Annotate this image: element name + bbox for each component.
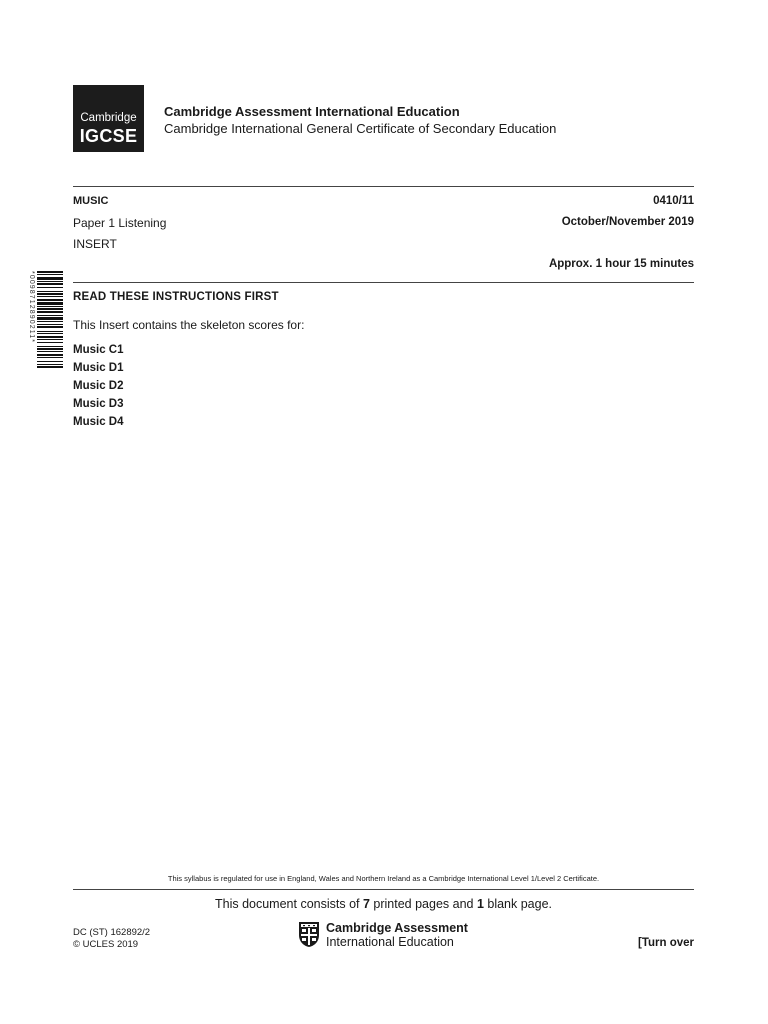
cambridge-igcse-logo (73, 85, 144, 152)
exam-duration: Approx. 1 hour 15 minutes (548, 258, 694, 270)
list-item: Music D4 (73, 416, 124, 428)
syllabus-code: 0410/11 (653, 195, 694, 207)
document-reference: DC (ST) 162892/2 (73, 927, 151, 938)
syllabus-regulation-note: This syllabus is regulated for use in England, Wales and Northern Ireland as a Cambridge International Level 1/Level 2 Certificate. (167, 874, 600, 883)
logo-cambridge-text: Cambridge (80, 112, 137, 124)
footer-divider (73, 889, 694, 890)
copyright: © UCLES 2019 (73, 939, 139, 950)
printed-pages-count: 7 (362, 897, 370, 911)
footer-logo-line1: Cambridge Assessment (326, 921, 468, 935)
qualification-name: Cambridge International General Certificate of Secondary Education (164, 121, 557, 136)
blank-pages-count: 1 (476, 897, 484, 911)
consists-post: blank page. (483, 897, 553, 911)
page-count-statement (73, 897, 694, 911)
barcode-number: *0098712890211* (28, 271, 35, 344)
cambridge-assessment-logo (298, 921, 478, 951)
insert-label: INSERT (73, 237, 117, 251)
score-list (73, 343, 124, 433)
middle-divider (73, 282, 694, 283)
university-crest-icon (298, 921, 320, 948)
subject-title: MUSIC (73, 195, 109, 207)
instructions-text: This Insert contains the skeleton scores for: (73, 318, 305, 332)
instructions-heading: READ THESE INSTRUCTIONS FIRST (73, 291, 279, 303)
organisation-name: Cambridge Assessment International Education (164, 104, 460, 119)
consists-mid: printed pages and (369, 897, 477, 911)
turn-over-label: [Turn over (637, 937, 694, 949)
paper-name: Paper 1 Listening (73, 216, 167, 230)
list-item: Music D1 (73, 362, 124, 374)
logo-igcse-text: IGCSE (79, 126, 138, 146)
exam-session: October/November 2019 (561, 216, 694, 228)
list-item: Music C1 (73, 344, 124, 356)
barcode (27, 271, 63, 408)
footer-logo-line2: International Education (326, 935, 454, 949)
list-item: Music D2 (73, 380, 124, 392)
top-divider (73, 186, 694, 187)
list-item: Music D3 (73, 398, 124, 410)
barcode-bars (37, 271, 63, 408)
consists-pre: This document consists of (214, 897, 363, 911)
